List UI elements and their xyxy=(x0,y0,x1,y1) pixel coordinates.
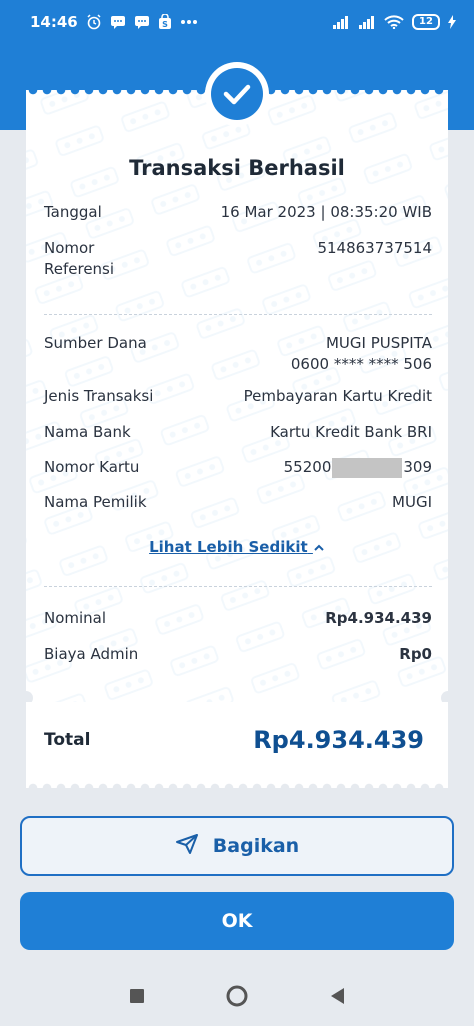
card-number-suffix: 309 xyxy=(403,458,432,476)
divider xyxy=(44,586,432,587)
admin-fee-value: Rp0 xyxy=(399,645,432,663)
share-label: Bagikan xyxy=(212,835,300,857)
redacted-block xyxy=(332,458,402,478)
signal-icon xyxy=(332,15,350,29)
nominal-label: Nominal xyxy=(44,609,107,627)
date-value: 16 Mar 2023 | 08:35:20 WIB xyxy=(220,203,432,221)
source-name: MUGI PUSPITA xyxy=(325,334,432,352)
date-label: Tanggal xyxy=(44,203,102,221)
owner-label: Nama Pemilik xyxy=(44,493,147,511)
chevron-up-icon xyxy=(313,538,325,556)
wifi-icon xyxy=(384,15,404,29)
alarm-icon xyxy=(86,14,102,30)
bank-name-label: Nama Bank xyxy=(44,423,131,441)
receipt-card xyxy=(26,90,448,788)
show-less-label: Lihat Lebih Sedikit xyxy=(149,538,308,556)
total-label: Total xyxy=(44,730,91,750)
nominal-value: Rp4.934.439 xyxy=(325,609,432,627)
receipt-scallop-bottom xyxy=(26,780,448,788)
home-button[interactable] xyxy=(225,984,249,1012)
status-time: 14:46 xyxy=(30,13,78,31)
signal-2-icon xyxy=(358,15,376,29)
system-nav-bar xyxy=(0,970,474,1026)
source-account: 0600 **** **** 506 xyxy=(290,355,432,373)
card-number-value xyxy=(284,457,432,478)
recent-apps-button[interactable] xyxy=(129,988,145,1008)
source-label: Sumber Dana xyxy=(44,334,147,352)
total-section xyxy=(26,702,448,788)
success-badge xyxy=(205,62,269,126)
check-icon xyxy=(211,68,263,120)
more-notifications-icon xyxy=(180,19,198,25)
owner-value: MUGI xyxy=(392,493,432,511)
source-value xyxy=(291,333,432,375)
transaction-type-label: Jenis Transaksi xyxy=(44,387,154,405)
shopping-bag-icon xyxy=(158,14,172,30)
charging-icon xyxy=(448,15,456,29)
battery-indicator: 12 xyxy=(412,14,440,30)
share-button[interactable] xyxy=(20,816,454,876)
card-number-prefix: 55200 xyxy=(283,458,332,476)
show-less-link[interactable] xyxy=(26,538,448,556)
page-title: Transaksi Berhasil xyxy=(129,156,345,180)
chat-icon xyxy=(134,14,150,30)
ok-button[interactable]: OK xyxy=(20,892,454,950)
back-button[interactable] xyxy=(329,987,345,1009)
svg-text:S: S xyxy=(161,20,168,29)
total-value: Rp4.934.439 xyxy=(253,726,424,754)
message-icon xyxy=(110,14,126,30)
bank-name-value: Kartu Kredit Bank BRI xyxy=(270,423,432,441)
reference-value: 514863737514 xyxy=(317,239,432,257)
send-icon xyxy=(175,833,199,860)
reference-label: Nomor Referensi xyxy=(44,239,115,278)
admin-fee-label: Biaya Admin xyxy=(44,645,139,663)
status-bar xyxy=(0,0,474,44)
transaction-type-value: Pembayaran Kartu Kredit xyxy=(243,387,432,405)
card-number-label: Nomor Kartu xyxy=(44,458,140,476)
divider xyxy=(44,314,432,315)
